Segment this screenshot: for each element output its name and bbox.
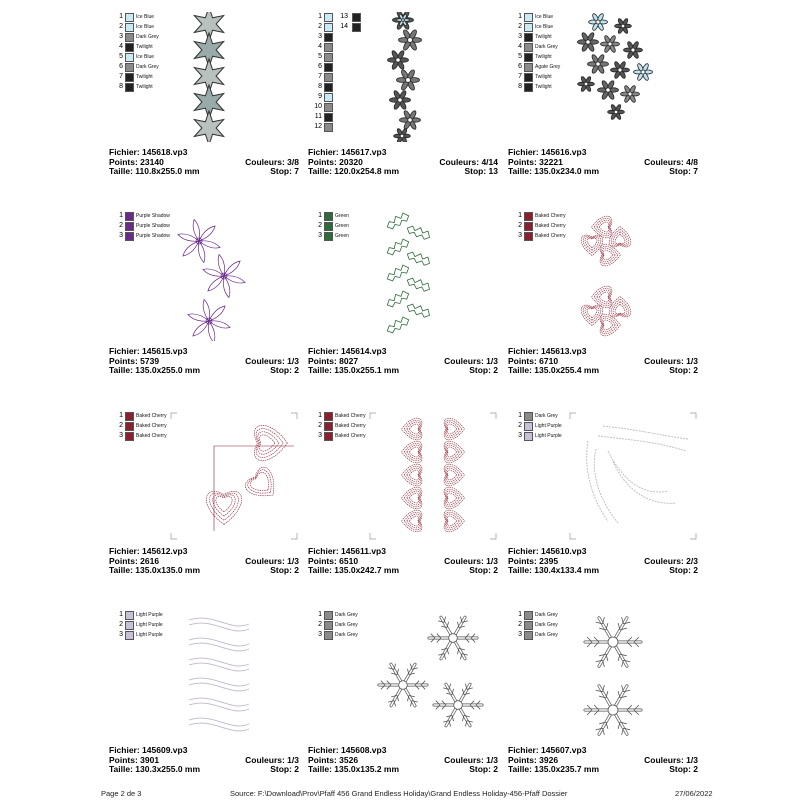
thread-swatch: [324, 93, 333, 102]
thread-number: 3: [119, 432, 123, 439]
thread-swatch: [324, 123, 333, 132]
thread-name: Dark Grey: [136, 34, 159, 40]
thread-swatch: [125, 422, 134, 431]
thread-number: 11: [314, 113, 322, 120]
thread-number: 6: [318, 63, 322, 70]
print-date: 27/06/2022: [675, 789, 713, 798]
thread-swatch: [324, 103, 333, 112]
thread-number: 2: [119, 23, 123, 30]
design-info: [109, 746, 299, 775]
points-count: Points: 8027: [308, 355, 359, 366]
thread-number: 2: [318, 23, 322, 30]
thread-number: 4: [518, 43, 522, 50]
thread-swatch: [352, 13, 361, 22]
design-info: [508, 547, 698, 576]
thread-name: Baked Cherry: [335, 413, 366, 419]
thread-name: Dark Grey: [136, 64, 159, 70]
points-count: Points: 23140: [109, 156, 164, 167]
design-card[interactable]: [109, 12, 299, 192]
thread-number: 7: [318, 73, 322, 80]
thread-swatch: [524, 53, 533, 62]
thread-swatch: [125, 412, 134, 421]
thread-number: 1: [119, 412, 123, 419]
design-preview[interactable]: [568, 211, 698, 341]
thread-name: Baked Cherry: [335, 433, 366, 439]
thread-swatch: [125, 63, 134, 72]
stop-count: Stop: 2: [469, 365, 498, 375]
thread-number: 7: [518, 73, 522, 80]
thread-number: 4: [318, 43, 322, 50]
thread-name: Light Purple: [136, 632, 163, 638]
colors-count: Couleurs: 1/3: [444, 355, 498, 366]
colors-count: Couleurs: 3/8: [245, 156, 299, 167]
thread-swatch: [524, 13, 533, 22]
thread-number: 6: [119, 63, 123, 70]
thread-swatch: [524, 63, 533, 72]
thread-name: Baked Cherry: [136, 433, 167, 439]
thread-name: Twilight: [136, 44, 153, 50]
thread-swatch: [524, 43, 533, 52]
points-count: Points: 3901: [109, 754, 160, 765]
thread-swatch: [125, 432, 134, 441]
thread-number: 1: [518, 611, 522, 618]
thread-swatch: [125, 83, 134, 92]
thread-name: Baked Cherry: [535, 233, 566, 239]
file-name: Fichier: 145610.vp3: [508, 546, 587, 556]
thread-number: 1: [318, 13, 322, 20]
thread-swatch: [324, 222, 333, 231]
thread-swatch: [324, 621, 333, 630]
design-info: [508, 347, 698, 376]
thread-number: 9: [318, 93, 322, 100]
points-count: Points: 6710: [508, 355, 559, 366]
design-size: Taille: 130.3x255.0 mm: [109, 764, 201, 774]
file-name: Fichier: 145611.vp3: [308, 546, 386, 556]
thread-swatch: [324, 43, 333, 52]
thread-swatch: [125, 631, 134, 640]
design-preview[interactable]: [368, 610, 498, 740]
design-size: Taille: 110.8x255.0 mm: [109, 166, 200, 176]
design-info: [508, 746, 698, 775]
colors-count: Couleurs: 4/8: [644, 156, 698, 167]
thread-number: 10: [314, 103, 322, 110]
thread-name: Purple Shadow: [136, 213, 170, 219]
design-card[interactable]: [308, 12, 498, 192]
design-card[interactable]: [308, 411, 498, 591]
thread-name: Agate Grey: [535, 64, 561, 70]
thread-name: Ice Blue: [535, 14, 554, 20]
thread-swatch: [524, 412, 533, 421]
design-card[interactable]: [508, 411, 698, 591]
thread-swatch: [524, 33, 533, 42]
thread-number: 3: [119, 232, 123, 239]
file-name: Fichier: 145618.vp3: [109, 147, 188, 157]
stop-count: Stop: 2: [669, 365, 698, 375]
colors-count: Couleurs: 4/14: [439, 156, 498, 167]
thread-number: 3: [318, 432, 322, 439]
thread-name: Dark Grey: [535, 632, 558, 638]
thread-name: Ice Blue: [136, 54, 155, 60]
thread-name: Baked Cherry: [535, 223, 566, 229]
thread-number: 7: [119, 73, 123, 80]
colors-count: Couleurs: 1/3: [644, 754, 698, 765]
thread-number: 2: [318, 621, 322, 628]
thread-number: 3: [318, 33, 322, 40]
thread-swatch: [524, 83, 533, 92]
thread-number: 2: [518, 23, 522, 30]
thread-number: 12: [314, 123, 322, 130]
design-info: [508, 148, 698, 177]
design-size: Taille: 135.0x234.0 mm: [508, 166, 600, 176]
thread-number: 14: [340, 23, 348, 30]
thread-number: 4: [119, 43, 123, 50]
colors-count: Couleurs: 1/3: [444, 754, 498, 765]
stop-count: Stop: 7: [270, 166, 299, 176]
design-size: Taille: 135.0x255.1 mm: [308, 365, 400, 375]
thread-name: Dark Grey: [535, 612, 558, 618]
thread-swatch: [125, 222, 134, 231]
thread-name: Ice Blue: [136, 24, 155, 30]
thread-number: 1: [518, 412, 522, 419]
thread-number: 3: [119, 631, 123, 638]
thread-swatch: [324, 23, 333, 32]
thread-name: Ice Blue: [136, 14, 155, 20]
thread-name: Twilight: [535, 84, 552, 90]
thread-swatch: [324, 232, 333, 241]
points-count: Points: 2616: [109, 555, 160, 566]
thread-name: Baked Cherry: [535, 213, 566, 219]
thread-swatch: [125, 33, 134, 42]
design-info: [308, 746, 498, 775]
design-card[interactable]: [508, 12, 698, 192]
design-size: Taille: 130.4x133.4 mm: [508, 565, 600, 575]
thread-swatch: [524, 631, 533, 640]
thread-swatch: [324, 83, 333, 92]
thread-swatch: [524, 73, 533, 82]
thread-name: Purple Shadow: [136, 223, 170, 229]
thread-swatch: [324, 422, 333, 431]
stop-count: Stop: 2: [270, 764, 299, 774]
thread-swatch: [324, 432, 333, 441]
design-preview[interactable]: [568, 411, 698, 541]
thread-name: Light Purple: [535, 423, 562, 429]
file-name: Fichier: 145613.vp3: [508, 346, 587, 356]
thread-number: 6: [518, 63, 522, 70]
thread-swatch: [324, 212, 333, 221]
thread-swatch: [524, 621, 533, 630]
colors-count: Couleurs: 1/3: [444, 555, 498, 566]
stop-count: Stop: 2: [469, 764, 498, 774]
thread-name: Twilight: [535, 74, 552, 80]
thread-swatch: [524, 232, 533, 241]
points-count: Points: 20320: [308, 156, 363, 167]
design-info: [109, 148, 299, 177]
thread-name: Dark Grey: [535, 44, 558, 50]
thread-swatch: [524, 212, 533, 221]
thread-swatch: [125, 212, 134, 221]
thread-number: 1: [119, 13, 123, 20]
thread-number: 3: [518, 232, 522, 239]
thread-number: 2: [119, 422, 123, 429]
design-card[interactable]: [508, 211, 698, 391]
thread-swatch: [125, 23, 134, 32]
thread-number: 1: [119, 212, 123, 219]
thread-swatch: [524, 611, 533, 620]
thread-swatch: [125, 232, 134, 241]
design-card[interactable]: [308, 610, 498, 790]
thread-name: Twilight: [136, 84, 153, 90]
points-count: Points: 3526: [308, 754, 359, 765]
stop-count: Stop: 2: [669, 764, 698, 774]
thread-number: 1: [318, 412, 322, 419]
points-count: Points: 32221: [508, 156, 563, 167]
design-info: [308, 347, 498, 376]
thread-name: Baked Cherry: [335, 423, 366, 429]
file-name: Fichier: 145615.vp3: [109, 346, 188, 356]
points-count: Points: 3926: [508, 754, 559, 765]
thread-number: 1: [518, 13, 522, 20]
thread-number: 3: [119, 33, 123, 40]
thread-name: Twilight: [535, 34, 552, 40]
thread-number: 13: [340, 13, 348, 20]
design-preview[interactable]: [568, 12, 698, 142]
thread-name: Dark Grey: [335, 632, 358, 638]
colors-count: Couleurs: 1/3: [245, 754, 299, 765]
file-name: Fichier: 145614.vp3: [308, 346, 387, 356]
thread-swatch: [524, 23, 533, 32]
thread-name: Dark Grey: [335, 622, 358, 628]
thread-swatch: [125, 13, 134, 22]
thread-swatch: [324, 63, 333, 72]
thread-swatch: [324, 33, 333, 42]
thread-number: 3: [518, 33, 522, 40]
thread-swatch: [352, 23, 361, 32]
points-count: Points: 6510: [308, 555, 359, 566]
design-size: Taille: 135.0x255.4 mm: [508, 365, 600, 375]
thread-number: 5: [318, 53, 322, 60]
thread-number: 2: [518, 222, 522, 229]
design-preview[interactable]: [568, 610, 698, 740]
stop-count: Stop: 2: [270, 565, 299, 575]
colors-count: Couleurs: 2/3: [644, 555, 698, 566]
thread-number: 2: [518, 621, 522, 628]
thread-name: Green: [335, 223, 349, 229]
thread-swatch: [125, 43, 134, 52]
thread-name: Green: [335, 213, 349, 219]
thread-number: 2: [318, 222, 322, 229]
thread-swatch: [125, 53, 134, 62]
thread-name: Purple Shadow: [136, 233, 170, 239]
thread-swatch: [324, 113, 333, 122]
thread-swatch: [125, 611, 134, 620]
design-info: [109, 547, 299, 576]
thread-name: Dark Grey: [535, 413, 558, 419]
thread-number: 3: [318, 631, 322, 638]
thread-number: 2: [518, 422, 522, 429]
colors-count: Couleurs: 1/3: [245, 355, 299, 366]
thread-number: 8: [518, 83, 522, 90]
thread-swatch: [324, 412, 333, 421]
file-name: Fichier: 145616.vp3: [508, 147, 587, 157]
file-name: Fichier: 145607.vp3: [508, 745, 587, 755]
thread-swatch: [324, 13, 333, 22]
design-size: Taille: 135.0x235.7 mm: [508, 764, 600, 774]
design-preview[interactable]: [169, 211, 299, 341]
thread-number: 8: [318, 83, 322, 90]
design-card[interactable]: [508, 610, 698, 790]
thread-name: Twilight: [136, 74, 153, 80]
thread-swatch: [524, 422, 533, 431]
design-info: [308, 547, 498, 576]
thread-name: Light Purple: [136, 622, 163, 628]
design-size: Taille: 135.0x135.2 mm: [308, 764, 400, 774]
design-preview[interactable]: [169, 12, 299, 142]
page-number: Page 2 de 3: [101, 789, 142, 798]
thread-swatch: [324, 631, 333, 640]
thread-number: 5: [518, 53, 522, 60]
stop-count: Stop: 2: [669, 565, 698, 575]
design-size: Taille: 120.0x254.8 mm: [308, 166, 400, 176]
thread-swatch: [125, 621, 134, 630]
file-name: Fichier: 145617.vp3: [308, 147, 387, 157]
stop-count: Stop: 2: [469, 565, 498, 575]
thread-number: 2: [119, 222, 123, 229]
thread-number: 1: [318, 212, 322, 219]
design-preview[interactable]: [169, 610, 299, 740]
thread-name: Baked Cherry: [136, 413, 167, 419]
design-preview[interactable]: [368, 211, 498, 341]
thread-number: 3: [318, 232, 322, 239]
stop-count: Stop: 13: [464, 166, 498, 176]
thread-swatch: [524, 222, 533, 231]
colors-count: Couleurs: 1/3: [644, 355, 698, 366]
design-card[interactable]: [109, 211, 299, 391]
thread-name: Dark Grey: [535, 622, 558, 628]
design-preview[interactable]: [368, 411, 498, 541]
thread-swatch: [324, 53, 333, 62]
thread-swatch: [524, 432, 533, 441]
thread-number: 1: [119, 611, 123, 618]
design-size: Taille: 135.0x135.0 mm: [109, 565, 201, 575]
file-name: Fichier: 145612.vp3: [109, 546, 188, 556]
thread-name: Green: [335, 233, 349, 239]
design-card[interactable]: [109, 411, 299, 591]
design-size: Taille: 135.0x255.0 mm: [109, 365, 201, 375]
thread-swatch: [324, 73, 333, 82]
design-info: [109, 347, 299, 376]
source-path: Source: F:\Download\Prov\Pfaff 456 Grand Endless Holiday\Grand Endless Holiday-456-Pfaff Dossier: [230, 789, 568, 798]
design-card[interactable]: [308, 211, 498, 391]
thread-name: Twilight: [535, 54, 552, 60]
thread-swatch: [324, 611, 333, 620]
thread-name: Ice Blue: [535, 24, 554, 30]
design-size: Taille: 135.0x242.7 mm: [308, 565, 400, 575]
thread-number: 8: [119, 83, 123, 90]
design-card[interactable]: [109, 610, 299, 790]
stop-count: Stop: 7: [669, 166, 698, 176]
thread-number: 3: [518, 432, 522, 439]
thread-name: Baked Cherry: [136, 423, 167, 429]
thread-number: 2: [318, 422, 322, 429]
colors-count: Couleurs: 1/3: [245, 555, 299, 566]
thread-name: Dark Grey: [335, 612, 358, 618]
stop-count: Stop: 2: [270, 365, 299, 375]
thread-swatch: [125, 73, 134, 82]
design-info: [308, 148, 498, 177]
design-preview[interactable]: [169, 411, 299, 541]
file-name: Fichier: 145609.vp3: [109, 745, 188, 755]
design-preview[interactable]: [368, 12, 498, 142]
points-count: Points: 5739: [109, 355, 160, 366]
thread-number: 3: [518, 631, 522, 638]
points-count: Points: 2395: [508, 555, 559, 566]
thread-name: Light Purple: [136, 612, 163, 618]
thread-name: Light Purple: [535, 433, 562, 439]
thread-number: 2: [119, 621, 123, 628]
file-name: Fichier: 145608.vp3: [308, 745, 387, 755]
thread-number: 1: [318, 611, 322, 618]
thread-number: 1: [518, 212, 522, 219]
thread-number: 5: [119, 53, 123, 60]
